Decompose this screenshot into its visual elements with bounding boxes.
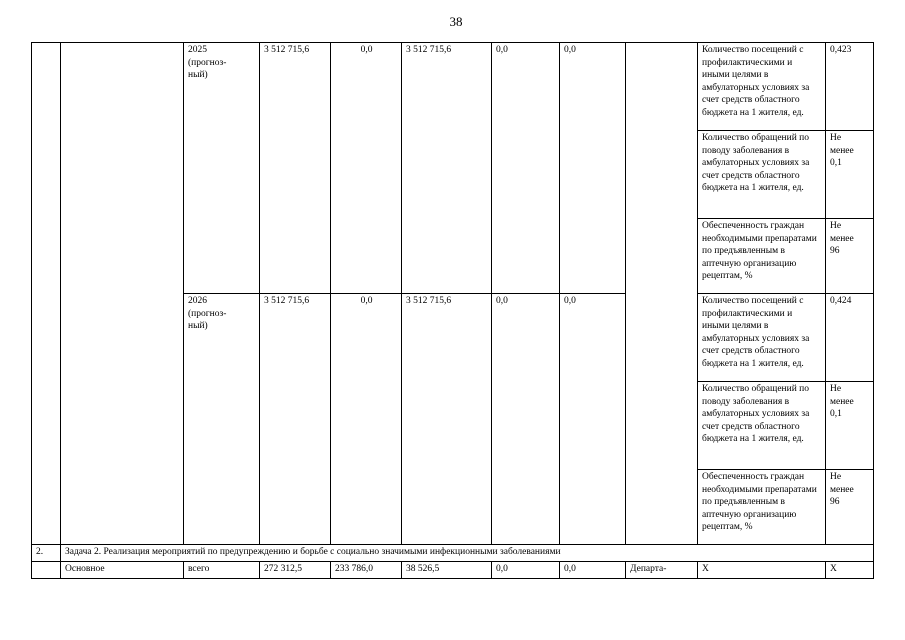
indicator-value-cell: 0,424 xyxy=(826,294,874,382)
indicator-value-cell: Не менее 0,1 xyxy=(826,382,874,470)
program-table xyxy=(31,42,874,579)
table-row xyxy=(32,562,874,579)
year-cell: 2025 (прогноз- ный) xyxy=(184,43,260,294)
task-title-cell: Задача 2. Реализация мероприятий по предупреждению и борьбе с социально значимыми инфекционными заболеваниями xyxy=(61,545,874,562)
indicator-name-cell: Обеспеченность граждан необходимыми препаратами по предъявленным в аптечную организацию рецептам, % xyxy=(698,219,826,294)
indicator-value-cell: 0,423 xyxy=(826,43,874,131)
indicator-name-cell: Количество посещений с профилактическими и иными целями в амбулаторных условиях за счет средств областного бюджета на 1 жителя, ед. xyxy=(698,43,826,131)
other-cell: 0,0 xyxy=(560,294,626,545)
period-cell: всего xyxy=(184,562,260,579)
federal-cell: 233 786,0 xyxy=(331,562,402,579)
federal-cell: 0,0 xyxy=(331,294,402,545)
indicator-name-cell: Количество обращений по поводу заболевания в амбулаторных условиях за счет средств областного бюджета на 1 жителя, ед. xyxy=(698,382,826,470)
total-cell: 3 512 715,6 xyxy=(260,43,331,294)
executor-cell xyxy=(626,43,698,545)
local-cell: 0,0 xyxy=(492,294,560,545)
row-number-cell xyxy=(32,43,61,545)
table-row xyxy=(32,545,874,562)
total-cell: 272 312,5 xyxy=(260,562,331,579)
local-cell: 0,0 xyxy=(492,562,560,579)
indicator-name-cell: Х xyxy=(698,562,826,579)
event-name-cell: Основное xyxy=(61,562,184,579)
page-number: 38 xyxy=(449,14,463,29)
indicator-value-cell: Не менее 96 xyxy=(826,470,874,545)
local-cell: 0,0 xyxy=(492,43,560,294)
indicator-value-cell: Не менее 0,1 xyxy=(826,131,874,219)
indicator-value-cell: Х xyxy=(826,562,874,579)
indicator-name-cell: Количество обращений по поводу заболевания в амбулаторных условиях за счет средств областного бюджета на 1 жителя, ед. xyxy=(698,131,826,219)
indicator-name-cell: Обеспеченность граждан необходимыми препаратами по предъявленным в аптечную организацию рецептам, % xyxy=(698,470,826,545)
regional-cell: 3 512 715,6 xyxy=(402,294,492,545)
executor-cell: Департа- xyxy=(626,562,698,579)
regional-cell: 38 526,5 xyxy=(402,562,492,579)
task-number-cell: 2. xyxy=(32,545,61,562)
federal-cell: 0,0 xyxy=(331,43,402,294)
row-number-cell xyxy=(32,562,61,579)
event-name-cell xyxy=(61,43,184,545)
total-cell: 3 512 715,6 xyxy=(260,294,331,545)
year-cell: 2026 (прогноз- ный) xyxy=(184,294,260,545)
regional-cell: 3 512 715,6 xyxy=(402,43,492,294)
indicator-value-cell: Не менее 96 xyxy=(826,219,874,294)
indicator-name-cell: Количество посещений с профилактическими и иными целями в амбулаторных условиях за счет средств областного бюджета на 1 жителя, ед. xyxy=(698,294,826,382)
table-row xyxy=(32,43,874,131)
other-cell: 0,0 xyxy=(560,562,626,579)
other-cell: 0,0 xyxy=(560,43,626,294)
